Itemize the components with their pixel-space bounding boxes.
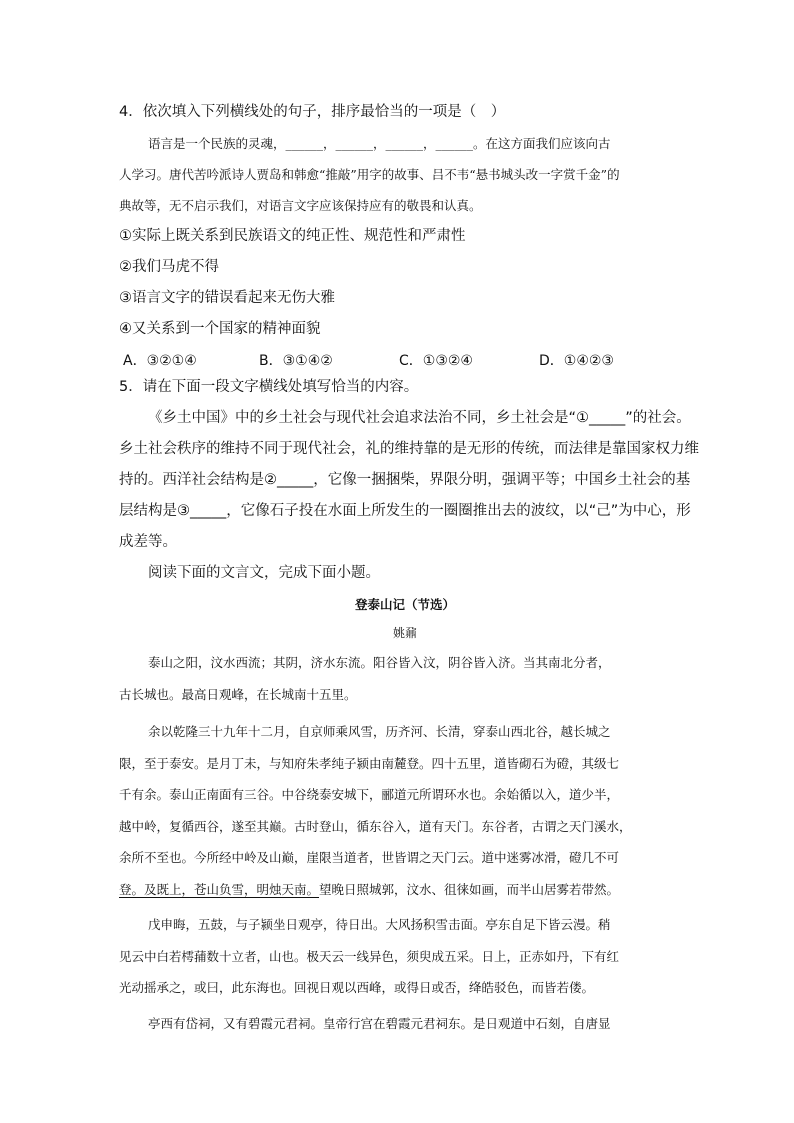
question-5-text xyxy=(119,403,699,558)
question-5-line: 《乡土中国》中的乡土社会与现代社会追求法治不同，乡土社会是“①_____”的社会。 xyxy=(148,410,691,426)
passage-paragraph-1 xyxy=(119,647,691,710)
passage-line: 语言是一个民族的灵魂，______，______，______，______。在这方面我们应该向古 xyxy=(148,136,611,151)
question-5-line: 乡土社会秩序的维持不同于现代社会，礼的维持靠的是无形的传统，而法律是靠国家权力维 xyxy=(119,441,699,457)
underlined-sentence: 登。及既上，苍山负雪，明烛天南。 xyxy=(119,881,320,897)
option-b[interactable]: B．③①④② xyxy=(259,353,333,369)
sentence-item: ①实际上既关系到民族语文的纯正性、规范性和严肃性 xyxy=(119,228,466,244)
passage-line: 亭西有岱祠，又有碧霞元君祠。皇帝行宫在碧霞元君祠东。是日观道中石刻，自唐显 xyxy=(148,1015,611,1031)
passage-line: 余所不至也。今所经中岭及山巅，崖限当道者，世皆谓之天门云。道中迷雾冰滑，磴几不可 xyxy=(119,850,620,865)
page-content xyxy=(119,100,699,1039)
sentence-item: ②我们马虎不得 xyxy=(119,259,219,275)
passage-line: 人学习。唐代苦吟派诗人贾岛和韩愈“推敲”用字的故事、吕不韦“悬书城头改一字赏千金”的 xyxy=(119,167,620,182)
passage-paragraph-3 xyxy=(119,909,691,1004)
passage-line: 千有余。泰山正南面有三谷。中谷绕泰安城下，郦道元所谓环水也。余始循以入，道少半， xyxy=(119,787,620,802)
passage-paragraph-4 xyxy=(119,1008,691,1040)
reading-instruction: 阅读下面的文言文，完成下面小题。 xyxy=(148,565,380,581)
question-4-items xyxy=(119,221,691,345)
sentence-item: ④又关系到一个国家的精神面貌 xyxy=(119,321,321,337)
passage-line: 戊申晦，五鼓，与子颍坐日观亭，待日出。大风扬积雪击面。亭东自足下皆云漫。稍 xyxy=(148,917,611,932)
question-5-line: 持的。西洋社会结构是②_____，它像一捆捆柴，界限分明，强调平等；中国乡土社会的基 xyxy=(119,472,691,488)
passage-line: 限，至于泰安。是月丁未，与知府朱孝纯子颍由南麓登。四十五里，道皆砌石为磴，其级七 xyxy=(119,755,620,771)
option-d[interactable]: D．①④②③ xyxy=(539,353,614,369)
option-a[interactable]: A．③②①④ xyxy=(123,353,197,369)
passage-line: 典故等，无不启示我们，对语言文字应该保持应有的敬畏和认真。 xyxy=(119,198,482,213)
question-4-options xyxy=(119,347,691,375)
question-4-stem: 4．依次填入下列横线处的句子，排序最恰当的一项是（ ） xyxy=(119,104,506,120)
passage-title: 登泰山记（节选） xyxy=(354,597,455,612)
question-5-line: 层结构是③_____，它像石子投在水面上所发生的一圈圈推出去的波纹，以“己”为中心，形 xyxy=(119,503,691,519)
passage-line: 古长城也。最高日观峰，在长城南十五里。 xyxy=(119,686,357,702)
passage-line: 见云中白若樗蒱数十立者，山也。极天云一线异色，须臾成五采。日上，正赤如丹，下有红 xyxy=(119,948,620,964)
question-4-passage xyxy=(119,128,691,221)
sentence-item: ③语言文字的错误看起来无伤大雅 xyxy=(119,290,335,306)
passage-line: 越中岭，复循西谷，遂至其巅。古时登山，循东谷入，道有天门。东谷者，古谓之天门溪水， xyxy=(119,818,632,834)
question-5-stem: 5．请在下面一段文字横线处填写恰当的内容。 xyxy=(119,379,419,395)
passage-text: 望晚日照城郭，汶水、徂徕如画，而半山居雾若带然。 xyxy=(319,881,620,897)
option-c[interactable]: C．①③②④ xyxy=(399,353,473,369)
passage-line xyxy=(119,874,691,906)
question-5-line: 成差等。 xyxy=(119,534,177,550)
passage-line: 泰山之阳，汶水西流；其阴，济水东流。阳谷皆入汶，阴谷皆入济。当其南北分者， xyxy=(148,655,611,670)
passage-paragraph-2 xyxy=(119,716,691,905)
passage-author: 姚鼐 xyxy=(392,626,417,640)
passage-line: 光动摇承之，或曰，此东海也。回视日观以西峰，或得日或否，绛皓驳色，而皆若偻。 xyxy=(119,980,595,995)
passage-line: 余以乾隆三十九年十二月，自京师乘风雪，历齐河、长清，穿泰山西北谷，越长城之 xyxy=(148,724,611,739)
